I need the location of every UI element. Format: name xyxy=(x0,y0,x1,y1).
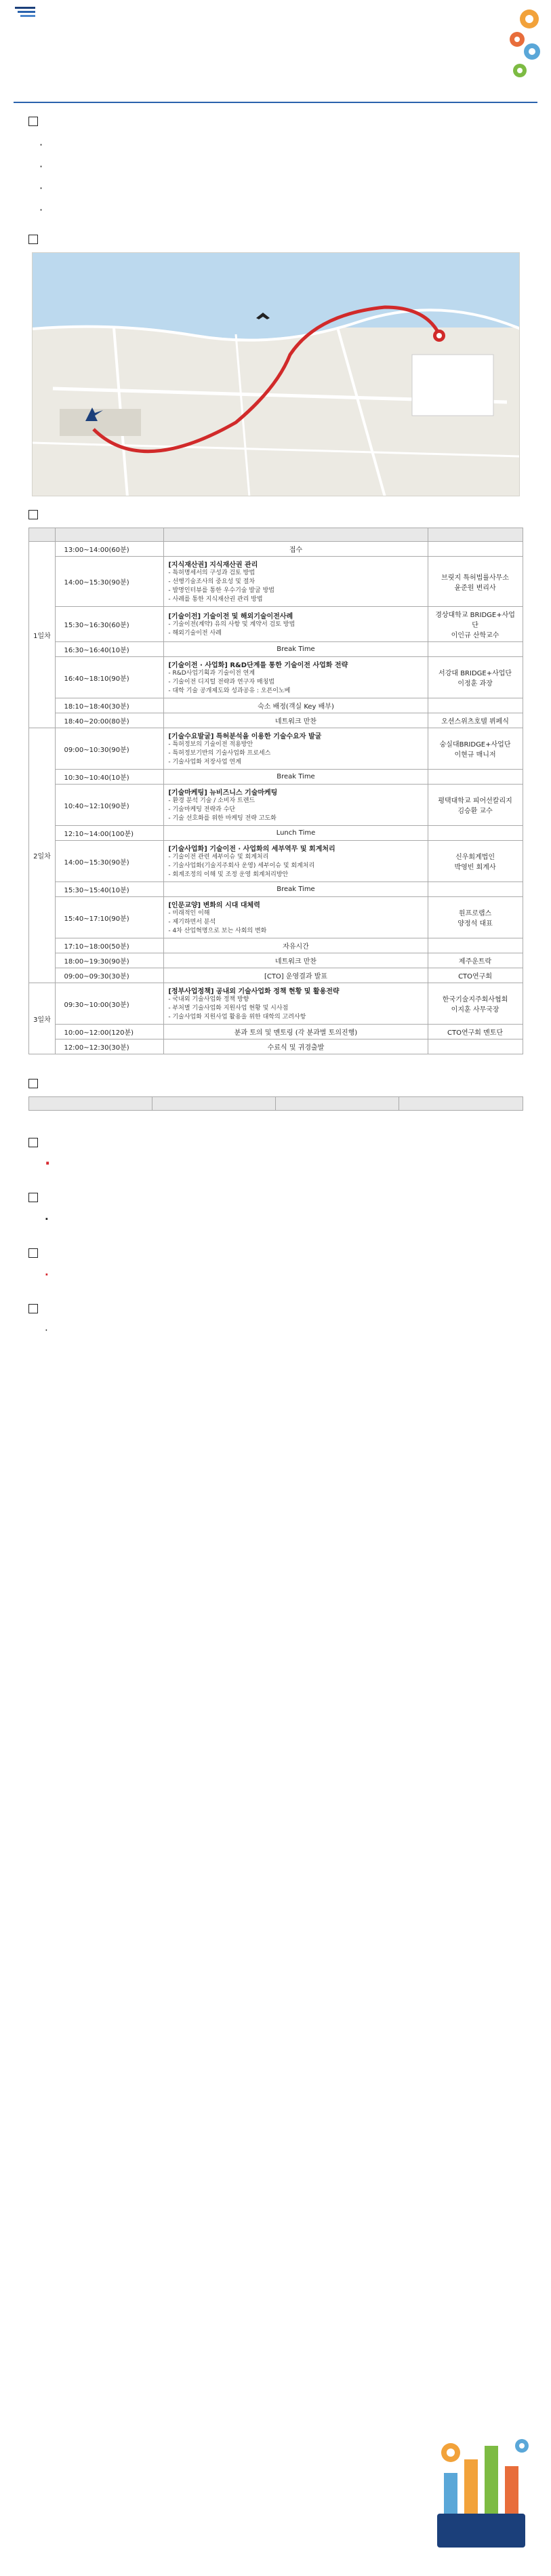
apply-period-title xyxy=(28,1138,523,1147)
table-row xyxy=(28,785,523,826)
header-divider xyxy=(14,102,537,103)
lecturer-line: 윤준원 변리사 xyxy=(454,584,496,592)
lecturer-line: CTO연구회 xyxy=(458,973,493,980)
time-cell: 09:00~10:30(90분) xyxy=(56,728,164,770)
gears-icon xyxy=(502,4,546,85)
table-row xyxy=(28,968,523,983)
location-map xyxy=(32,252,520,496)
table-row xyxy=(28,557,523,607)
lecturer-line: 숭실대BRIDGE+사업단 xyxy=(439,741,511,749)
lecturer-cell xyxy=(428,785,523,826)
directions-section xyxy=(0,235,551,244)
table-header-row xyxy=(28,1097,523,1111)
lecturer-cell xyxy=(428,642,523,657)
lecturer-cell xyxy=(428,557,523,607)
topic-heading: 접수 xyxy=(289,547,303,554)
time-cell: 15:40~17:10(90분) xyxy=(56,897,164,938)
lecturer-line: 제주운트락 xyxy=(458,958,492,966)
topic-item: - 회계조정의 이해 및 조정 운영 회계처리방안 xyxy=(168,871,289,878)
contact-title xyxy=(28,1304,523,1313)
topic-items xyxy=(168,797,423,823)
lecturer-cell xyxy=(428,770,523,785)
program-b-title xyxy=(28,1079,523,1088)
lecturer-line: 김승환 교수 xyxy=(457,808,493,815)
col-header-lecturer xyxy=(399,1097,523,1111)
lecturer-line: 이현규 매니저 xyxy=(454,751,496,759)
lecturer-line: CTO연구회 멘토단 xyxy=(447,1029,504,1037)
program-a-title xyxy=(28,510,523,519)
topic-item: - 대학 기술 공개제도와 성과공유 : 오픈이노베 xyxy=(168,688,291,694)
topic-item: - 특허정보의 기술이전 적용방안 xyxy=(168,741,253,748)
topic-item: - 기술 선호화를 위한 마케팅 전략 고도화 xyxy=(168,815,277,822)
lecturer-cell xyxy=(428,938,523,953)
overview-item: · xyxy=(39,182,43,195)
lecturer-cell xyxy=(428,728,523,770)
topic-item: - 기술사업화 지원사업 활용을 위한 대학의 고려사항 xyxy=(168,1014,306,1021)
lecturer-line: 경상대학교 BRIDGE+사업단 xyxy=(435,612,515,629)
topic-heading: [기술이전] 기술이전 및 해외기술이전사례 xyxy=(168,613,293,620)
topic-cell xyxy=(164,1025,428,1039)
topic-items xyxy=(168,909,423,936)
logo-stripes-icon xyxy=(12,5,39,19)
topic-heading: [기술수요발굴] 특허분석을 이용한 기술수요자 발굴 xyxy=(168,733,322,740)
lecturer-line: 신우회계법인 xyxy=(455,854,495,861)
table-row xyxy=(28,953,523,968)
table-row xyxy=(28,657,523,698)
lecturer-line: 양정석 대표 xyxy=(457,920,493,928)
topic-cell xyxy=(164,657,428,698)
overview-section xyxy=(0,117,551,221)
topic-cell xyxy=(164,826,428,841)
topic-item: - 특허정보기반의 기술사업화 프로세스 xyxy=(168,750,271,757)
map-graphic xyxy=(33,253,520,496)
topic-heading: Lunch Time xyxy=(276,829,316,837)
topic-cell xyxy=(164,983,428,1025)
time-cell: 18:40~20:00(80분) xyxy=(56,713,164,728)
topic-heading: Break Time xyxy=(277,773,315,780)
table-row xyxy=(28,983,523,1025)
bridge-logo xyxy=(12,8,155,18)
table-header-row xyxy=(28,528,523,542)
topic-item: - 기술마케팅 전략과 수단 xyxy=(168,806,236,813)
lecturer-line: 오션스위츠호텔 뷔페식 xyxy=(441,718,509,726)
topic-cell xyxy=(164,770,428,785)
topic-cell xyxy=(164,542,428,557)
topic-heading: [기술이전 · 사업화] R&D단계를 통한 기술이전 사업화 전략 xyxy=(168,662,348,669)
topic-cell xyxy=(164,841,428,882)
lecturer-cell xyxy=(428,657,523,698)
table-row xyxy=(28,938,523,953)
col-header-day xyxy=(28,1097,152,1111)
topic-item: - 해외기술이전 사례 xyxy=(168,630,222,637)
lecturer-cell xyxy=(428,1039,523,1054)
day-cell: 1일차 xyxy=(28,542,56,728)
business-illustration-icon xyxy=(424,2432,539,2561)
topic-cell xyxy=(164,642,428,657)
table-row xyxy=(28,728,523,770)
col-header-lecturer xyxy=(428,528,523,542)
topic-item: - 기술이전(계약) 유의 사항 및 계약서 검토 방법 xyxy=(168,621,295,628)
topic-item: - 기술사업화 저장사업 연계 xyxy=(168,759,241,766)
topic-items xyxy=(168,995,423,1022)
topic-heading: [CTO] 운영결과 발표 xyxy=(264,973,328,980)
day-cell: 2일차 xyxy=(28,728,56,983)
time-cell: 17:10~18:00(50분) xyxy=(56,938,164,953)
topic-item: - 4차 산업혁명으로 보는 사회의 변화 xyxy=(168,928,267,934)
table-row xyxy=(28,1039,523,1054)
table-row xyxy=(28,713,523,728)
apply-method-section xyxy=(0,1193,551,1228)
topic-items xyxy=(168,669,423,696)
lecturer-cell xyxy=(428,882,523,897)
time-cell: 18:00~19:30(90분) xyxy=(56,953,164,968)
page-header xyxy=(0,0,551,102)
topic-heading: 네트워크 만찬 xyxy=(274,958,317,966)
topic-cell xyxy=(164,713,428,728)
time-cell: 09:00~09:30(30분) xyxy=(56,968,164,983)
lecturer-cell xyxy=(428,983,523,1025)
col-header-time xyxy=(56,528,164,542)
topic-items xyxy=(168,853,423,879)
apply-method-line: · xyxy=(45,1213,49,1225)
time-cell: 16:30~16:40(10분) xyxy=(56,642,164,657)
day-cell: 3일차 xyxy=(28,983,56,1054)
time-cell: 16:40~18:10(90분) xyxy=(56,657,164,698)
lecturer-line: 이지훈 사무국장 xyxy=(451,1006,499,1014)
topic-cell xyxy=(164,785,428,826)
topic-heading: [기술마케팅] 뉴비즈니스 기술마케팅 xyxy=(168,789,278,797)
lecturer-cell xyxy=(428,542,523,557)
lecturer-cell xyxy=(428,1025,523,1039)
table-row xyxy=(28,607,523,642)
topic-cell xyxy=(164,938,428,953)
apply-period-date: · xyxy=(45,1155,51,1172)
contact-name: · xyxy=(45,1324,48,1336)
lecturer-cell xyxy=(428,841,523,882)
lecturer-line: 브릿지 특허법률사무소 xyxy=(441,574,509,582)
overview-item: · xyxy=(39,203,43,216)
topic-cell xyxy=(164,953,428,968)
topic-heading: Break Time xyxy=(277,646,315,653)
time-cell: 13:00~14:00(60분) xyxy=(56,542,164,557)
topic-cell xyxy=(164,897,428,938)
lecturer-line: 한국기술지주회사협회 xyxy=(442,996,508,1004)
lecturer-line: 평택대학교 피어선칼리지 xyxy=(438,797,512,805)
payment-deadline: · xyxy=(45,1269,49,1281)
lecturer-line: 서강대 BRIDGE+사업단 xyxy=(438,670,512,677)
topic-heading: 자유시간 xyxy=(283,943,309,951)
lecturer-cell xyxy=(428,953,523,968)
time-cell: 12:10~14:00(100분) xyxy=(56,826,164,841)
topic-items xyxy=(168,740,423,767)
overview-title xyxy=(28,117,523,126)
time-cell: 10:00~12:00(120분) xyxy=(56,1025,164,1039)
contact-section xyxy=(0,1304,551,1339)
time-cell: 15:30~16:30(60분) xyxy=(56,607,164,642)
lecturer-cell xyxy=(428,968,523,983)
table-row xyxy=(28,698,523,713)
program-a-section xyxy=(0,510,551,519)
time-cell: 15:30~15:40(10분) xyxy=(56,882,164,897)
topic-item: - 미래적인 이해 xyxy=(168,910,210,917)
topic-item: - 제기하면서 분석 xyxy=(168,919,216,926)
col-header-topic xyxy=(164,528,428,542)
time-cell: 10:40~12:10(90분) xyxy=(56,785,164,826)
topic-item: - 사례를 통한 지식재산권 관리 방법 xyxy=(168,596,263,603)
apply-period-section xyxy=(0,1138,551,1172)
directions-title xyxy=(28,235,523,244)
lecturer-line: 박영빈 회계사 xyxy=(454,864,496,871)
lecturer-cell xyxy=(428,607,523,642)
lecturer-line: 원프로랩스 xyxy=(458,910,492,917)
topic-heading: 수료식 및 귀경출발 xyxy=(267,1044,325,1052)
topic-heading: [인문교양] 변화의 시대 대체력 xyxy=(168,902,260,909)
col-header-time xyxy=(152,1097,275,1111)
lecturer-line: 이인규 산학교수 xyxy=(451,632,499,639)
table-row xyxy=(28,542,523,557)
table-row xyxy=(28,770,523,785)
table-row xyxy=(28,642,523,657)
overview-item: · xyxy=(39,160,43,173)
topic-heading: [기술사업화] 기술이전 · 사업화의 세부역무 및 회계처리 xyxy=(168,846,335,853)
lecturer-cell xyxy=(428,713,523,728)
topic-item: - 기술이전 디지털 전략과 연구자 매칭법 xyxy=(168,679,275,686)
payment-title xyxy=(28,1248,523,1258)
lecturer-cell xyxy=(428,698,523,713)
payment-section xyxy=(0,1248,551,1284)
topic-item: - 기술이전 관련 세부이슈 및 회계처리 xyxy=(168,854,269,860)
topic-cell xyxy=(164,728,428,770)
topic-heading: 숙소 배정(객실 Key 배부) xyxy=(258,703,334,711)
topic-item: - 특허명세서의 구성과 검토 방법 xyxy=(168,570,256,576)
topic-heading: Break Time xyxy=(277,886,315,893)
apply-method-title xyxy=(28,1193,523,1202)
lecturer-cell xyxy=(428,826,523,841)
topic-item: - 국내외 기술사업화 정책 방향 xyxy=(168,996,249,1003)
table-row xyxy=(28,882,523,897)
program-a-table xyxy=(28,528,523,1054)
overview-item: · xyxy=(39,138,43,151)
topic-item: - 발명인터뷰를 통한 우수기술 발굴 방법 xyxy=(168,587,275,594)
topic-item: - 선행기술조사의 중요성 및 절차 xyxy=(168,578,256,585)
overview-list xyxy=(28,134,523,221)
time-cell: 14:00~15:30(90분) xyxy=(56,841,164,882)
table-row xyxy=(28,841,523,882)
topic-heading: [정부사업정책] 공내외 기술사업화 정책 현황 및 활용전략 xyxy=(168,988,340,995)
topic-item: - R&D사업기획과 기술이전 연계 xyxy=(168,670,256,677)
time-cell: 18:10~18:40(30분) xyxy=(56,698,164,713)
lecturer-line: 이정훈 과장 xyxy=(457,680,493,688)
topic-cell xyxy=(164,698,428,713)
table-row xyxy=(28,826,523,841)
topic-item: - 부처별 기술사업화 지원사업 현황 및 시사점 xyxy=(168,1005,289,1012)
table-row xyxy=(28,1025,523,1039)
topic-item: - 기술사업화(기술지주회사 운영) 세부이슈 및 회계처리 xyxy=(168,863,315,869)
topic-cell xyxy=(164,607,428,642)
topic-heading: [지식재산권] 지식재산권 관리 xyxy=(168,561,258,569)
topic-item: - 환경 분석 기술 / 소비자 트렌드 xyxy=(168,797,256,804)
program-b-table xyxy=(28,1096,523,1111)
topic-items xyxy=(168,569,423,604)
topic-items xyxy=(168,620,423,638)
time-cell: 10:30~10:40(10분) xyxy=(56,770,164,785)
lecturer-cell xyxy=(428,897,523,938)
program-b-section xyxy=(0,1079,551,1088)
col-header-topic xyxy=(276,1097,399,1111)
topic-cell xyxy=(164,968,428,983)
time-cell: 09:30~10:00(30분) xyxy=(56,983,164,1025)
topic-cell xyxy=(164,1039,428,1054)
col-header-day xyxy=(28,528,56,542)
time-cell: 14:00~15:30(90분) xyxy=(56,557,164,607)
time-cell: 12:00~12:30(30분) xyxy=(56,1039,164,1054)
table-row xyxy=(28,897,523,938)
topic-heading: 네트워크 만찬 xyxy=(274,718,317,726)
topic-cell xyxy=(164,882,428,897)
topic-heading: 분과 토의 및 멘토링 (각 분과별 토의진행) xyxy=(234,1029,358,1037)
topic-cell xyxy=(164,557,428,607)
